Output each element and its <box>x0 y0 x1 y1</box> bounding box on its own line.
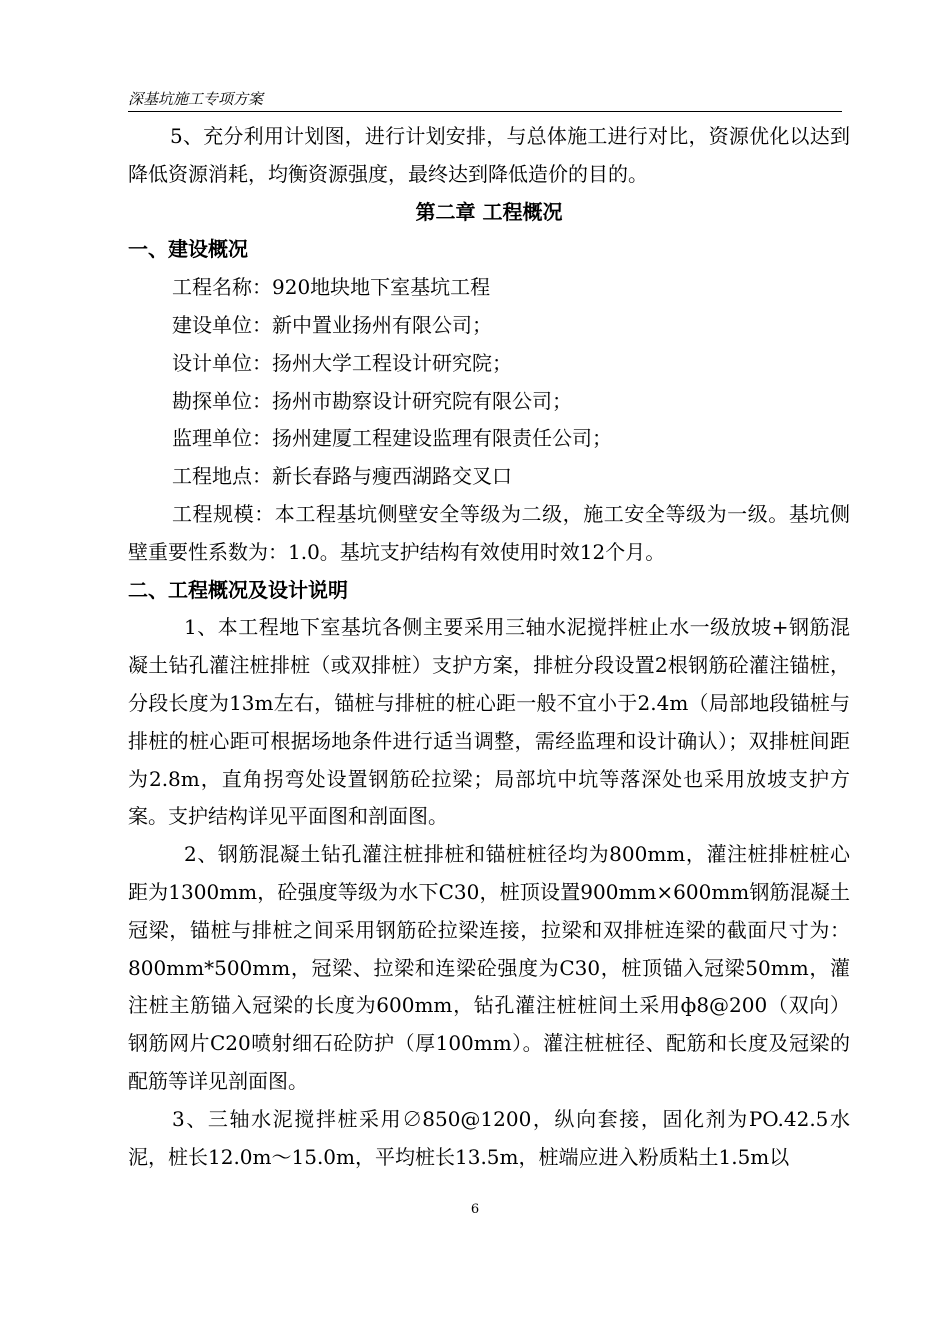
info-item-location: 工程地点：新长春路与瘦西湖路交叉口 <box>172 464 512 489</box>
section1-heading: 一、建设概况 <box>128 237 248 262</box>
info-item-survey: 勘探单位：扬州市勘察设计研究院有限公司； <box>172 388 572 413</box>
page-header <box>128 89 842 112</box>
design-paragraph-3: 3、三轴水泥搅拌桩采用∅850@1200，纵向套接，固化剂为PO.42.5水泥，桩长12.0m～15.0m，平均桩长13.5m，桩端应进入粉质粘土1.5m以 <box>128 1106 850 1169</box>
intro-paragraph: 5、充分利用计划图，进行计划安排，与总体施工进行对比，资源优化以达到降低资源消耗，均衡资源强度，最终达到降低造价的目的。 <box>128 124 850 186</box>
info-item-project-name: 工程名称：920地块地下室基坑工程 <box>172 275 491 300</box>
chapter-title: 第二章 工程概况 <box>415 199 563 224</box>
design-paragraph-2: 2、钢筋混凝土钻孔灌注桩排桩和锚桩桩径均为800mm，灌注桩排桩桩心距为1300mm，砼强度等级为水下C30，桩顶设置900mm×600mm钢筋混凝土冠梁，锚桩与排桩之间采用钢筋砼拉梁连接，拉梁和双排桩连梁的截面尺寸为：800mm*500mm，冠梁、拉梁和连梁砼强度为C30，桩顶锚入冠梁50mm，灌注桩主筋锚入冠梁的长度为600mm，钻孔灌注桩桩间土采用ф8@200（双向）钢筋网片C20喷射细石砼防护（厚100mm）。灌注桩桩径、配筋和长度及冠梁的配筋等详见剖面图。 <box>128 842 850 1093</box>
document-body <box>128 118 850 1176</box>
design-paragraph-1: 1、本工程地下室基坑各侧主要采用三轴水泥搅拌桩止水一级放坡+钢筋混凝土钻孔灌注桩排桩（或双排桩）支护方案，排桩分段设置2根钢筋砼灌注锚桩，分段长度为13m左右，锚桩与排桩的桩心距一般不宜小于2.4m（局部地段锚桩与排桩的桩心距可根据场地条件进行适当调整，需经监理和设计确认）；双排桩间距为2.8m，直角拐弯处设置钢筋砼拉梁；局部坑中坑等落深处也采用放坡支护方案。支护结构详见平面图和剖面图。 <box>128 615 850 829</box>
info-item-designer: 设计单位：扬州大学工程设计研究院； <box>172 350 512 375</box>
scale-paragraph: 工程规模：本工程基坑侧壁安全等级为二级，施工安全等级为一级。基坑侧壁重要性系数为：1.0。基坑支护结构有效使用时效12个月。 <box>128 501 850 564</box>
page-number: 6 <box>470 1202 480 1217</box>
header-title: 深基坑施工专项方案 <box>128 90 264 108</box>
section2-heading: 二、工程概况及设计说明 <box>128 577 348 602</box>
info-item-supervisor: 监理单位：扬州建厦工程建设监理有限责任公司； <box>172 426 612 451</box>
info-item-builder: 建设单位：新中置业扬州有限公司； <box>172 312 492 337</box>
